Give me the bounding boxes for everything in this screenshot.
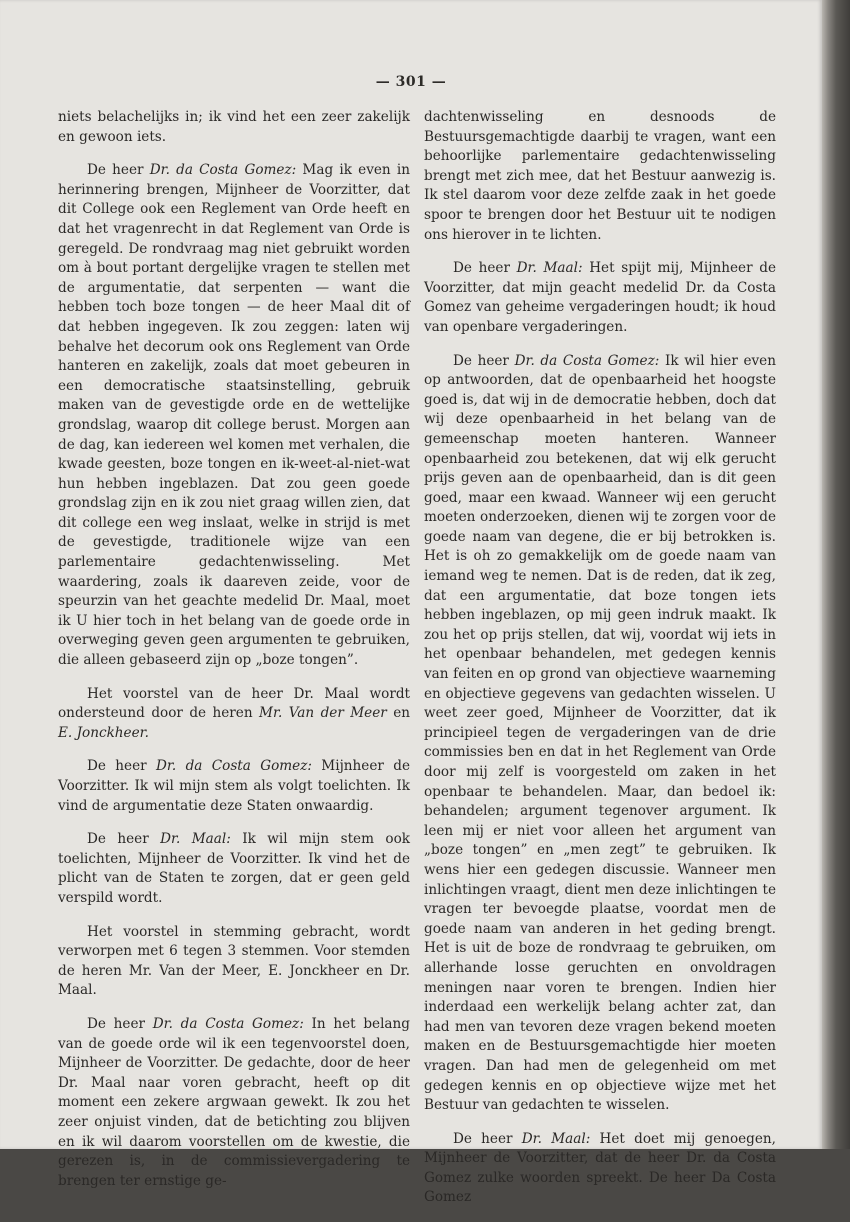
speaker-name: E. Jonckheer.: [58, 724, 149, 741]
paragraph: [58, 108, 410, 147]
page-number: — 301 —: [375, 74, 447, 90]
speaker-name: Dr. Maal:: [516, 260, 583, 277]
paragraph-text: niets belachelijks in; ik vind het een zeer zakelijk en gewoon iets.: [58, 109, 410, 145]
paragraph: [58, 685, 410, 744]
paragraph-text: dachtenwisseling en desnoods de Bestuursgemachtigde daarbij te vragen, want een behoorlijke parlementaire gedachtenwisseling brengt met zich mee, dat het Bestuur aanwezig is. Ik stel daarom voor deze zelfde zaak in het goede spoor te brengen door het Bestuur uit te nodigen ons hierover in te lichten.: [424, 109, 776, 243]
paragraph-text: Mijnheer de Voorzitter. Ik wil mijn stem als volgt toelichten. Ik vind de argumentatie deze Staten onwaardig.: [58, 758, 410, 814]
paragraph-text: Het doet mij genoegen, Mijnheer de Voorzitter, dat de heer Dr. da Costa Gomez zulke woorden spreekt. De heer Da Costa Gomez: [424, 1130, 777, 1206]
paragraph-text: Het voorstel in stemming gebracht, wordt verworpen met 6 tegen 3 stemmen. Voor stemden de heren Mr. Van der Meer, E. Jonckheer en Dr. Maal.: [58, 923, 410, 999]
paragraph-text: De heer: [453, 260, 517, 277]
paragraph-text: Ik wil hier even op antwoorden, dat de openbaarheid het hoogste goed is, dat wij in de democratie hebben, doch dat wij deze openbaarheid in het belang van de gemeenschap moeten hanteren. Wanneer openbaarheid zou betekenen, dat wij elk gerucht prijs geven aan de openbaarheid, dan is dit geen goed, maar een kwaad. Wanneer wij een gerucht moeten onderzoeken, dienen wij te zorgen voor de goede naam van degene, die er bij betrokken is. Het is oh zo gemakkelijk om de goede naam van iemand weg te nemen. Dat is de reden, dat ik zeg, dat een argumentatie, dat boze tongen iets hebben ingeblazen, op mij geen indruk maakt. Ik zou het op prijs stellen, dat wij, voordat wij iets in het openbaar behandelen, met gedegen kennis van feiten en op grond van objectieve waarneming en objectieve gegevens van gedachten wisselen. U weet zeer goed, Mijnheer de Voorzitter, dat ik principieel tegen de vergaderingen van de drie commissies ben en dat in het Reglement van Orde door mij zelf is voorgesteld om zaken in het openbaar te behandelen. Maar, dan bedoel ik: behandelen; argument tegenover argument. Ik leen mij er niet voor alleen het argument van „boze tongen” en „men zegt” te gebruiken. Ik wens hier een gedegen discussie. Wanneer men inlichtingen vraagt, dient men deze inlichtingen te vragen ter bevoegde plaatse, voordat men de goede naam van anderen in het geding brengt. Het is uit de boze de rondvraag te gebruiken, om allerhande losse geruchten en onvoldragen meningen naar voren te brengen. Indien hier inderdaad een werkelijk belang achter zat, dan had men van tevoren deze vragen bekend moeten maken en de Bestuursgemachtigde hier moeten vragen. Dan had men de gelegenheid om met gedegen kennis en op objectieve wijze met het Bestuur van gedachten te wisselen.: [424, 352, 776, 1114]
paragraph: [58, 757, 410, 816]
speaker-name: Dr. da Costa Gomez:: [514, 352, 660, 369]
paragraph: [58, 161, 410, 670]
paragraph: [58, 923, 410, 1001]
paragraph: [424, 1130, 776, 1208]
speaker-name: Dr. da Costa Gomez:: [156, 758, 312, 775]
paragraph: [424, 352, 776, 1116]
speaker-name: Dr. Maal:: [160, 831, 231, 848]
paragraph-text: en: [386, 705, 410, 722]
paragraph-text: Het spijt mij, Mijnheer de Voorzitter, dat mijn geacht medelid Dr. da Costa Gomez van geheime vergaderingen houdt; ik houd van openbare vergaderingen.: [424, 260, 776, 335]
speaker-name: Dr. Maal:: [521, 1130, 591, 1147]
paragraph-text: Mag ik even in herinnering brengen, Mijnheer de Voorzitter, dat dit College ook een Reglement van Orde heeft en dat het vragenrecht in dat Reglement van Orde is geregeld. De rondvraag mag niet gebruikt worden om à bout portant dergelijke vragen te stellen met de argumentatie, dat serpenten — want die hebben toch boze tongen — de heer Maal dit of dat hebben ingegeven. Ik zou zeggen: laten wij behalve het decorum ook ons Reglement van Orde hanteren en zakelijk, zoals dat moet gebeuren in een democratische staatsinstelling, gebruik maken van de gevestigde orde en de wettelijke grondslag, waarop dit college berust. Morgen aan de dag, kan iedereen wel komen met verhalen, die kwade geesten, boze tongen en ik-weet-al-niet-wat hun hebben ingeblazen. Dat zou geen goede grondslag zijn en ik zou niet graag willen zien, dat dit college een weg inslaat, welke in strijd is met de gevestigde, traditionele wijze van een parlementaire gedachtenwisseling. Met waardering, zoals ik daareven zeide, voor de speurzin van het geachte medelid Dr. Maal, moet ik U hier toch in het belang van de goede orde in overweging geven geen argumenten te gebruiken, die alleen gebaseerd zijn op „boze tongen”.: [58, 162, 410, 669]
paragraph-text: Ik wil mijn stem ook toelichten, Mijnheer de Voorzitter. Ik vind het de plicht van de Staten te zorgen, dat er geen geld verspild wordt.: [58, 831, 410, 906]
paragraph-text: De heer: [87, 831, 161, 848]
left-column: [58, 108, 410, 1205]
speaker-name: Dr. da Costa Gomez:: [152, 1015, 304, 1032]
paragraph: [424, 108, 776, 245]
paragraph: [58, 830, 410, 908]
paragraph-text: De heer: [87, 1015, 153, 1032]
speaker-name: Dr. da Costa Gomez:: [149, 162, 297, 179]
paragraph: [424, 259, 776, 337]
paragraph: [58, 1015, 410, 1191]
paragraph-text: De heer: [453, 352, 515, 369]
paragraph-text: De heer: [87, 758, 156, 775]
paragraph-text: In het belang van de goede orde wil ik een tegenvoorstel doen, Mijnheer de Voorzitter. De gedachte, door de heer Dr. Maal naar voren gebracht, heeft op dit moment een zekere argwaan gewekt. Ik zou het zeer onjuist vinden, dat de betichting zou blijven en ik wil daarom voorstellen om de kwestie, die gerezen is, in de commissievergadering te brengen ter ernstige ge-: [58, 1015, 410, 1189]
paragraph-text: De heer: [87, 162, 150, 179]
paragraph-text: De heer: [453, 1130, 522, 1147]
paragraph-text: Het voorstel van de heer Dr. Maal wordt ondersteund door de heren: [58, 685, 410, 722]
speaker-name: Mr. Van der Meer: [259, 705, 387, 722]
page-edge-shadow: [822, 0, 850, 1149]
right-column: [424, 108, 776, 1222]
